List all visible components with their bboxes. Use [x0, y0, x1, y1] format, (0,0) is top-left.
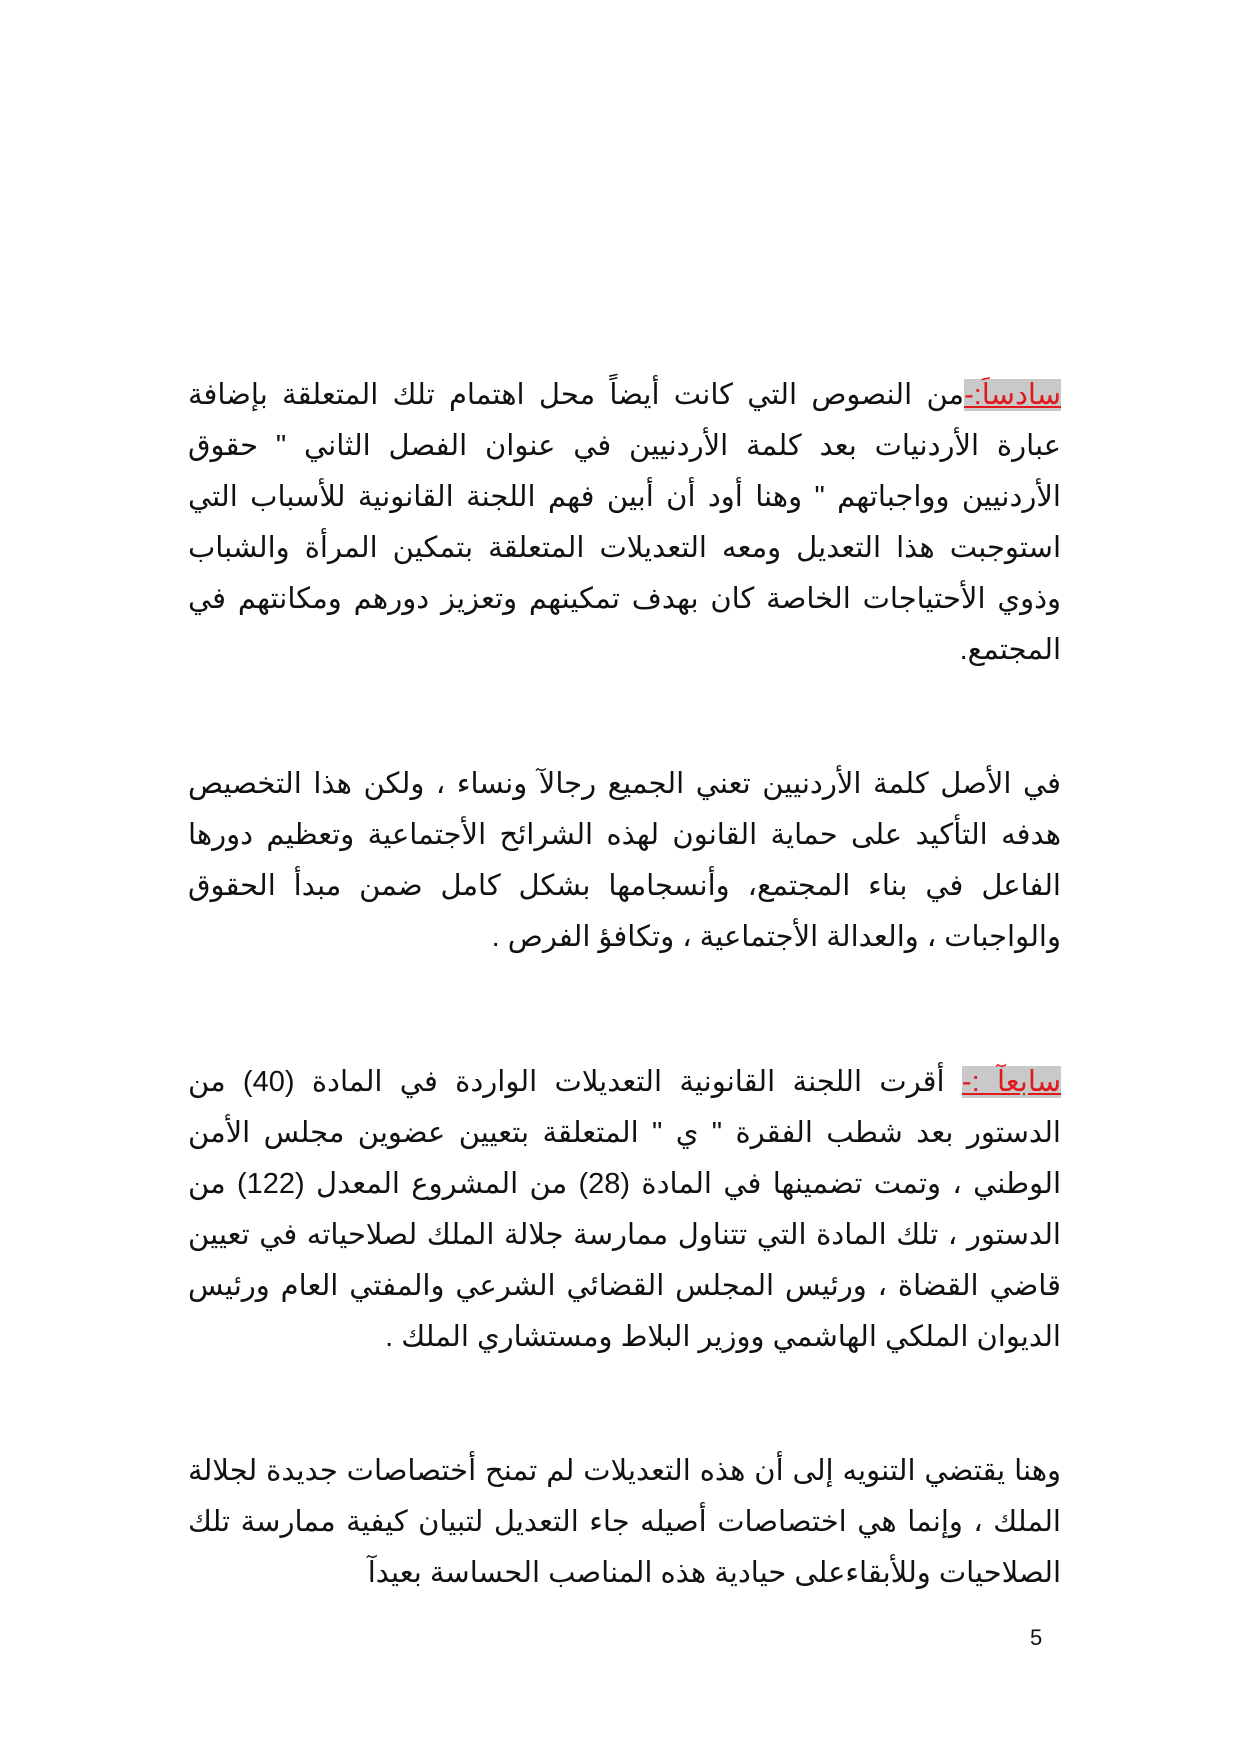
paragraph-note	[188, 1446, 1061, 1599]
section-label-seventh: سابعآ :-	[961, 1066, 1061, 1098]
paragraph-continuation	[188, 759, 1061, 963]
paragraph-sixth	[188, 370, 1061, 676]
paragraph-text: وهنا يقتضي التنويه إلى أن هذه التعديلات لم تمنح أختصاصات جديدة لجلالة الملك ، وإنما هي اختصاصات أصيله جاء التعديل لتبيان كيفية ممارسة تلك الصلاحيات وللأبقاءعلى حيادية هذه المناصب الحساسة بعيدآ	[188, 1455, 1061, 1589]
section-label-sixth: سادساَ:-	[964, 379, 1061, 411]
page-number: 5	[1030, 1625, 1043, 1650]
paragraph-seventh	[188, 1057, 1061, 1363]
paragraph-text: أقرت اللجنة القانونية التعديلات الواردة في المادة (40) من الدستور بعد شطب الفقرة " ي " المتعلقة بتعيين عضوين مجلس الأمن الوطني ، وتمت تضمينها في المادة (28) من المشروع المعدل (122) من الدستور ، تلك المادة التي تتناول ممارسة جلالة الملك لصلاحياته في تعيين قاضي القضاة ، ورئيس المجلس القضائي الشرعي والمفتي العام ورئيس الديوان الملكي الهاشمي ووزير البلاط ومستشاري الملك .	[188, 1066, 1061, 1353]
paragraph-text: في الأصل كلمة الأردنيين تعني الجميع رجالآ ونساء ، ولكن هذا التخصيص هدفه التأكيد على حماية القانون لهذه الشرائح الأجتماعية وتعظيم دورها الفاعل في بناء المجتمع، وأنسجامها بشكل كامل ضمن مبدأ الحقوق والواجبات ، والعدالة الأجتماعية ، وتكافؤ الفرص .	[188, 768, 1061, 953]
paragraph-text: من النصوص التي كانت أيضاً محل اهتمام تلك المتعلقة بإضافة عبارة الأردنيات بعد كلمة الأردنيين في عنوان الفصل الثاني " حقوق الأردنيين وواجباتهم " وهنا أود أن أبين فهم اللجنة القانونية للأسباب التي استوجبت هذا التعديل ومعه التعديلات المتعلقة بتمكين المرأة والشباب وذوي الأحتياجات الخاصة كان بهدف تمكينهم وتعزيز دورهم ومكانتهم في المجتمع.	[188, 379, 1061, 666]
